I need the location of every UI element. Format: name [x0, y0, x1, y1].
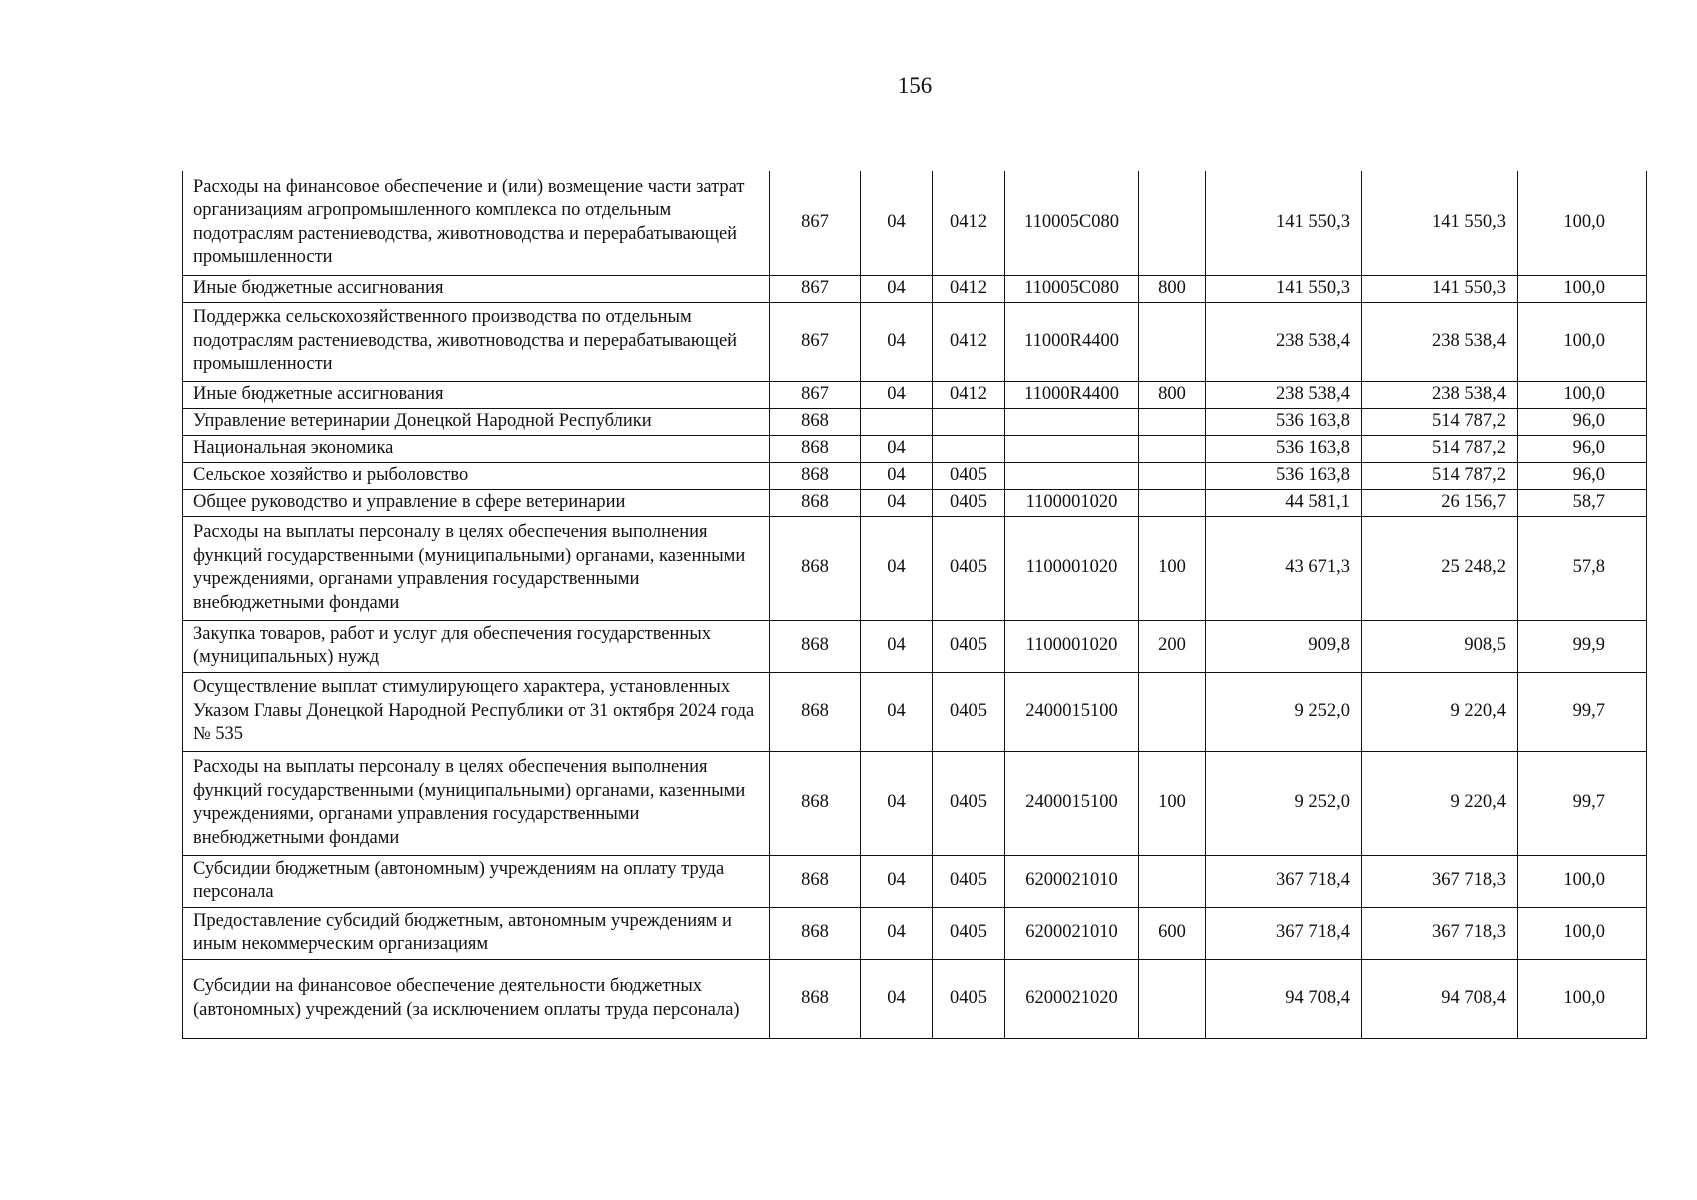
- cell-actual-amount: 141 550,3: [1362, 171, 1518, 275]
- cell-name: Управление ветеринарии Донецкой Народной Республики: [183, 408, 770, 435]
- cell-section: 04: [861, 959, 933, 1038]
- cell-target-article: 6200021020: [1005, 959, 1139, 1038]
- table-row: [183, 408, 1647, 435]
- cell-ministry-code: 868: [770, 672, 861, 751]
- cell-expense-type: [1139, 302, 1206, 381]
- table-row: [183, 462, 1647, 489]
- cell-execution-percent: 58,7: [1518, 489, 1647, 516]
- cell-planned-amount: 909,8: [1206, 620, 1362, 672]
- budget-table: [182, 171, 1647, 1039]
- cell-section: 04: [861, 435, 933, 462]
- cell-subsection: 0405: [933, 751, 1005, 855]
- cell-planned-amount: 238 538,4: [1206, 381, 1362, 408]
- cell-execution-percent: 100,0: [1518, 275, 1647, 302]
- cell-subsection: 0405: [933, 489, 1005, 516]
- cell-subsection: 0412: [933, 171, 1005, 275]
- cell-actual-amount: 141 550,3: [1362, 275, 1518, 302]
- cell-planned-amount: 43 671,3: [1206, 516, 1362, 620]
- cell-name: Иные бюджетные ассигнования: [183, 381, 770, 408]
- cell-name: Расходы на выплаты персоналу в целях обеспечения выполнения функций государственными (муниципальными) органами, казенными учреждениями, органами управления государственными внебюджетными фондами: [183, 516, 770, 620]
- cell-section: 04: [861, 672, 933, 751]
- cell-ministry-code: 868: [770, 516, 861, 620]
- cell-subsection: 0405: [933, 672, 1005, 751]
- cell-section: [861, 408, 933, 435]
- cell-expense-type: [1139, 435, 1206, 462]
- cell-target-article: [1005, 435, 1139, 462]
- cell-name: Поддержка сельскохозяйственного производства по отдельным подотраслям растениеводства, животноводства и перерабатывающей промышленности: [183, 302, 770, 381]
- table-row: [183, 275, 1647, 302]
- table-row: [183, 435, 1647, 462]
- cell-name: Общее руководство и управление в сфере ветеринарии: [183, 489, 770, 516]
- cell-expense-type: [1139, 672, 1206, 751]
- cell-target-article: 1100001020: [1005, 516, 1139, 620]
- cell-ministry-code: 868: [770, 462, 861, 489]
- cell-actual-amount: 9 220,4: [1362, 751, 1518, 855]
- cell-planned-amount: 238 538,4: [1206, 302, 1362, 381]
- cell-name: Субсидии на финансовое обеспечение деятельности бюджетных (автономных) учреждений (за исключением оплаты труда персонала): [183, 959, 770, 1038]
- cell-section: 04: [861, 462, 933, 489]
- cell-name: Иные бюджетные ассигнования: [183, 275, 770, 302]
- cell-expense-type: 800: [1139, 275, 1206, 302]
- cell-expense-type: 800: [1139, 381, 1206, 408]
- cell-execution-percent: 96,0: [1518, 408, 1647, 435]
- cell-actual-amount: 514 787,2: [1362, 435, 1518, 462]
- cell-ministry-code: 868: [770, 620, 861, 672]
- cell-actual-amount: 514 787,2: [1362, 462, 1518, 489]
- cell-section: 04: [861, 751, 933, 855]
- table-row: [183, 855, 1647, 907]
- table-row: [183, 620, 1647, 672]
- cell-target-article: 110005С080: [1005, 171, 1139, 275]
- cell-planned-amount: 141 550,3: [1206, 171, 1362, 275]
- cell-name: Национальная экономика: [183, 435, 770, 462]
- cell-ministry-code: 867: [770, 171, 861, 275]
- cell-subsection: 0405: [933, 516, 1005, 620]
- cell-expense-type: 100: [1139, 751, 1206, 855]
- cell-ministry-code: 868: [770, 408, 861, 435]
- cell-target-article: 110005С080: [1005, 275, 1139, 302]
- cell-ministry-code: 868: [770, 435, 861, 462]
- cell-subsection: 0405: [933, 462, 1005, 489]
- cell-name: Предоставление субсидий бюджетным, автономным учреждениям и иным некоммерческим организациям: [183, 907, 770, 959]
- cell-ministry-code: 867: [770, 275, 861, 302]
- cell-subsection: 0405: [933, 620, 1005, 672]
- cell-name: Расходы на финансовое обеспечение и (или) возмещение части затрат организациям агропромышленного комплекса по отдельным подотраслям растениеводства, животноводства и перерабатывающей промышленности: [183, 171, 770, 275]
- cell-actual-amount: 514 787,2: [1362, 408, 1518, 435]
- cell-subsection: 0405: [933, 907, 1005, 959]
- cell-section: 04: [861, 855, 933, 907]
- cell-actual-amount: 9 220,4: [1362, 672, 1518, 751]
- cell-execution-percent: 96,0: [1518, 435, 1647, 462]
- cell-execution-percent: 100,0: [1518, 959, 1647, 1038]
- page-number: 156: [897, 73, 933, 98]
- cell-section: 04: [861, 275, 933, 302]
- cell-target-article: 6200021010: [1005, 907, 1139, 959]
- cell-subsection: [933, 408, 1005, 435]
- cell-actual-amount: 26 156,7: [1362, 489, 1518, 516]
- cell-expense-type: [1139, 489, 1206, 516]
- cell-planned-amount: 536 163,8: [1206, 435, 1362, 462]
- table-row: [183, 381, 1647, 408]
- cell-expense-type: 600: [1139, 907, 1206, 959]
- cell-actual-amount: 25 248,2: [1362, 516, 1518, 620]
- cell-expense-type: [1139, 462, 1206, 489]
- cell-execution-percent: 100,0: [1518, 302, 1647, 381]
- cell-ministry-code: 868: [770, 751, 861, 855]
- table-row: [183, 489, 1647, 516]
- cell-execution-percent: 99,7: [1518, 751, 1647, 855]
- cell-subsection: 0412: [933, 275, 1005, 302]
- cell-subsection: 0405: [933, 855, 1005, 907]
- cell-expense-type: 200: [1139, 620, 1206, 672]
- cell-target-article: [1005, 408, 1139, 435]
- cell-name: Закупка товаров, работ и услуг для обеспечения государственных (муниципальных) нужд: [183, 620, 770, 672]
- table-row: [183, 302, 1647, 381]
- cell-target-article: 6200021010: [1005, 855, 1139, 907]
- cell-section: 04: [861, 620, 933, 672]
- table-row: [183, 907, 1647, 959]
- cell-name: Расходы на выплаты персоналу в целях обеспечения выполнения функций государственными (муниципальными) органами, казенными учреждениями, органами управления государственными внебюджетными фондами: [183, 751, 770, 855]
- cell-planned-amount: 536 163,8: [1206, 408, 1362, 435]
- table-row: [183, 751, 1647, 855]
- cell-execution-percent: 100,0: [1518, 381, 1647, 408]
- cell-section: 04: [861, 489, 933, 516]
- cell-subsection: 0412: [933, 302, 1005, 381]
- cell-execution-percent: 96,0: [1518, 462, 1647, 489]
- cell-target-article: 2400015100: [1005, 751, 1139, 855]
- cell-execution-percent: 57,8: [1518, 516, 1647, 620]
- cell-execution-percent: 99,9: [1518, 620, 1647, 672]
- cell-name: Сельское хозяйство и рыболовство: [183, 462, 770, 489]
- cell-planned-amount: 141 550,3: [1206, 275, 1362, 302]
- cell-execution-percent: 100,0: [1518, 855, 1647, 907]
- cell-planned-amount: 367 718,4: [1206, 855, 1362, 907]
- cell-planned-amount: 9 252,0: [1206, 672, 1362, 751]
- cell-ministry-code: 868: [770, 959, 861, 1038]
- cell-target-article: 1100001020: [1005, 620, 1139, 672]
- cell-name: Субсидии бюджетным (автономным) учреждениям на оплату труда персонала: [183, 855, 770, 907]
- cell-subsection: [933, 435, 1005, 462]
- cell-section: 04: [861, 171, 933, 275]
- cell-planned-amount: 536 163,8: [1206, 462, 1362, 489]
- cell-ministry-code: 868: [770, 907, 861, 959]
- cell-actual-amount: 238 538,4: [1362, 381, 1518, 408]
- cell-ministry-code: 868: [770, 489, 861, 516]
- cell-subsection: 0412: [933, 381, 1005, 408]
- cell-ministry-code: 867: [770, 302, 861, 381]
- cell-target-article: 11000R4400: [1005, 381, 1139, 408]
- cell-ministry-code: 868: [770, 855, 861, 907]
- cell-target-article: 1100001020: [1005, 489, 1139, 516]
- cell-section: 04: [861, 907, 933, 959]
- table-row: [183, 959, 1647, 1038]
- cell-actual-amount: 238 538,4: [1362, 302, 1518, 381]
- cell-execution-percent: 100,0: [1518, 171, 1647, 275]
- cell-section: 04: [861, 516, 933, 620]
- cell-section: 04: [861, 381, 933, 408]
- table-row: [183, 171, 1647, 275]
- table-body: [183, 171, 1647, 1038]
- cell-actual-amount: 367 718,3: [1362, 855, 1518, 907]
- cell-subsection: 0405: [933, 959, 1005, 1038]
- cell-execution-percent: 100,0: [1518, 907, 1647, 959]
- cell-execution-percent: 99,7: [1518, 672, 1647, 751]
- cell-target-article: [1005, 462, 1139, 489]
- cell-planned-amount: 44 581,1: [1206, 489, 1362, 516]
- cell-actual-amount: 367 718,3: [1362, 907, 1518, 959]
- cell-ministry-code: 867: [770, 381, 861, 408]
- cell-planned-amount: 9 252,0: [1206, 751, 1362, 855]
- cell-expense-type: [1139, 408, 1206, 435]
- cell-target-article: 2400015100: [1005, 672, 1139, 751]
- cell-planned-amount: 367 718,4: [1206, 907, 1362, 959]
- table-row: [183, 516, 1647, 620]
- cell-actual-amount: 908,5: [1362, 620, 1518, 672]
- cell-expense-type: [1139, 855, 1206, 907]
- cell-name: Осуществление выплат стимулирующего характера, установленных Указом Главы Донецкой Народной Республики от 31 октября 2024 года № 535: [183, 672, 770, 751]
- cell-target-article: 11000R4400: [1005, 302, 1139, 381]
- cell-section: 04: [861, 302, 933, 381]
- cell-expense-type: [1139, 959, 1206, 1038]
- cell-expense-type: [1139, 171, 1206, 275]
- cell-planned-amount: 94 708,4: [1206, 959, 1362, 1038]
- cell-actual-amount: 94 708,4: [1362, 959, 1518, 1038]
- cell-expense-type: 100: [1139, 516, 1206, 620]
- table-row: [183, 672, 1647, 751]
